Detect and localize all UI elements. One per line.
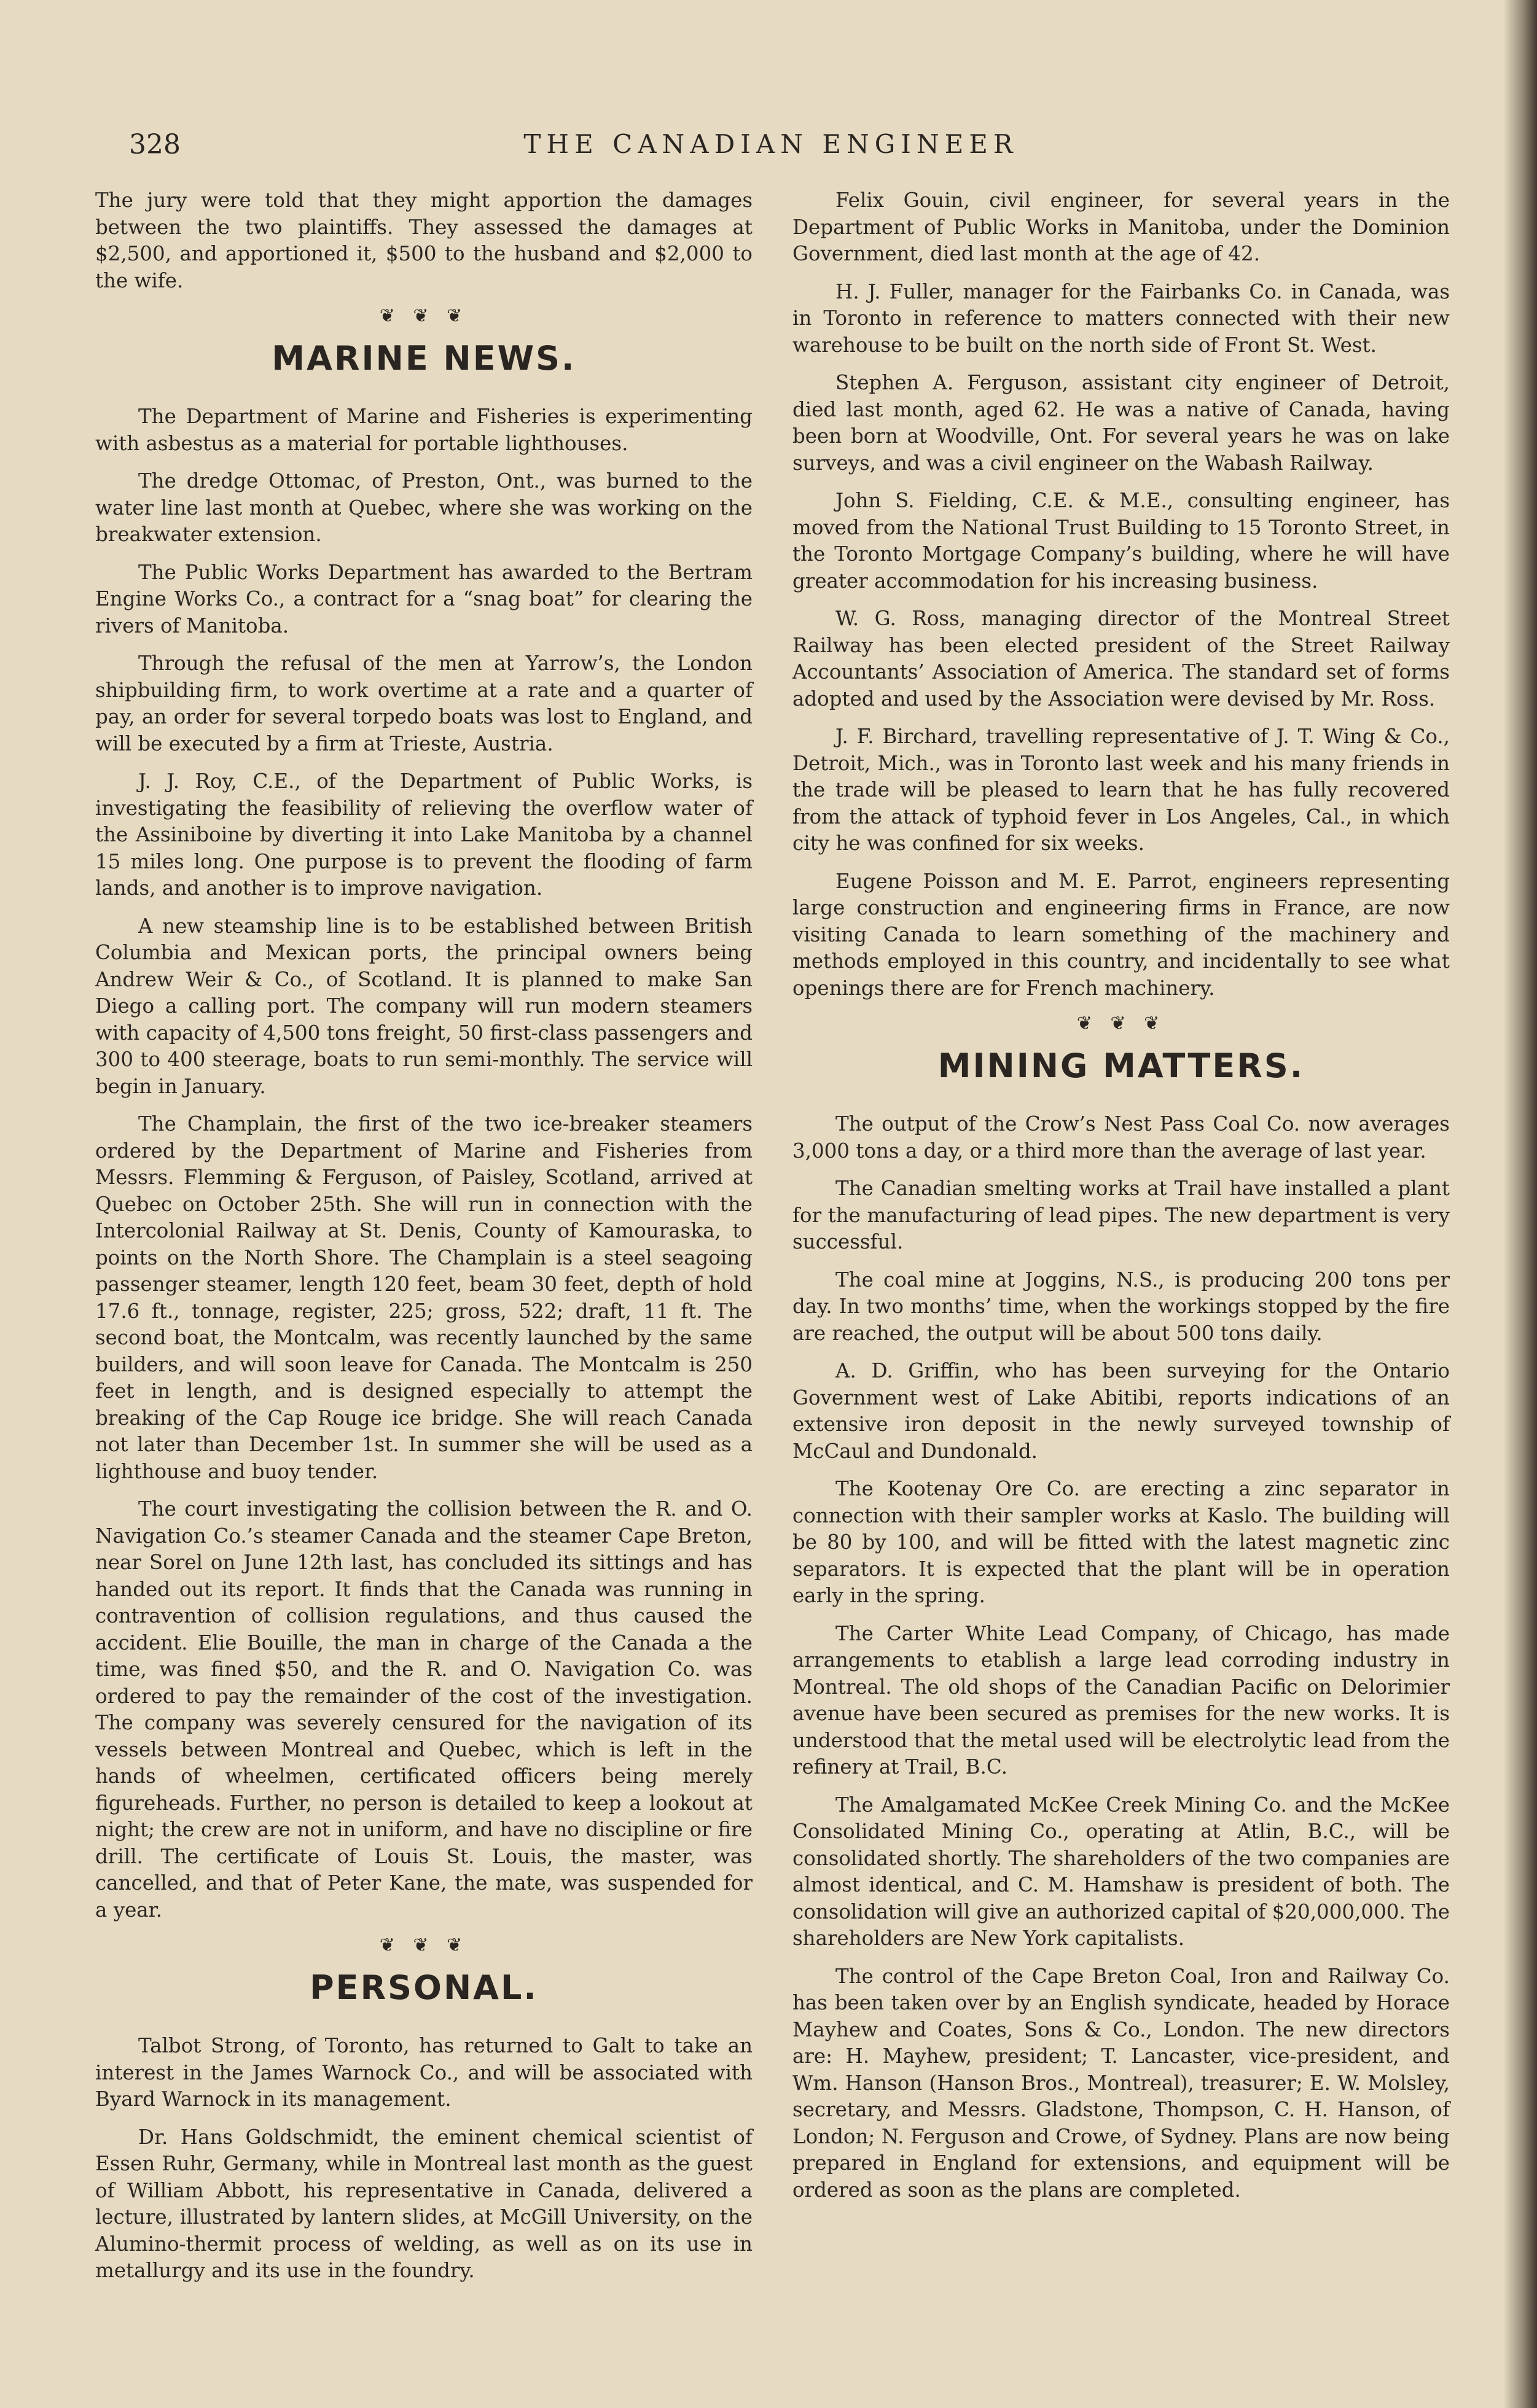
paragraph: H. J. Fuller, manager for the Fairbanks Co. in Canada, was in Toronto in reference to matters connected with their new warehouse to be built on the north side of Front St. West. <box>792 279 1450 357</box>
left-column <box>95 187 753 2296</box>
paragraph: Eugene Poisson and M. E. Parrot, engineers representing large construction and engineering firms in France, are now visiting Canada to learn something of the machinery and methods employed in this country, and incidentally to see what openings there are for French machinery. <box>792 869 1450 1000</box>
section-title-mining-matters: MINING MATTERS. <box>937 1046 1305 1085</box>
section-title-marine-news: MARINE NEWS. <box>272 339 576 378</box>
section-separator: ❦ ❦ ❦ <box>379 305 469 327</box>
paragraph: The output of the Crow’s Nest Pass Coal Co. now averages 3,000 tons a day, or a third more than the average of last year. <box>792 1112 1450 1163</box>
paragraph: A new steamship line is to be established between British Columbia and Mexican ports, the principal owners being Andrew Weir & Co., of Scotland. It is planned to make San Diego a calling port. The company will run modern steamers with capacity of 4,500 tons freight, 50 first-class passengers and 300 to 400 steerage, boats to run semi-monthly. The service will begin in January. <box>95 914 753 1098</box>
page-number: 328 <box>129 129 181 160</box>
paragraph: J. F. Birchard, travelling representative of J. T. Wing & Co., Detroit, Mich., was in Toronto last week and his many friends in the trade will be pleased to learn that he has fully recovered from the attack of typhoid fever in Los Angeles, Cal., in which city he was confined for six weeks. <box>792 725 1450 855</box>
paragraph: The Kootenay Ore Co. are erecting a zinc separator in connection with their sampler works at Kaslo. The building will be 80 by 100, and will be fitted with the latest magnetic zinc separators. It is expected that the plant will be in operation early in the spring. <box>792 1477 1450 1607</box>
paragraph: The Canadian smelting works at Trail have installed a plant for the manufacturing of lead pipes. The new department is very successful. <box>792 1177 1450 1253</box>
paragraph: J. J. Roy, C.E., of the Department of Public Works, is investigating the feasibility of relieving the overflow water of the Assiniboine by diverting it into Lake Manitoba by a channel 15 miles long. One purpose is to prevent the flooding of farm lands, and another is to improve navigation. <box>95 770 753 900</box>
paragraph: The court investigating the collision between the R. and O. Navigation Co.’s steamer Canada and the steamer Cape Breton, near Sorel on June 12th last, has concluded its sittings and has handed out its report. It finds that the Canada was running in contravention of collision regulations, and thus caused the accident. Elie Bouille, the man in charge of the Canada a the time, was fined $50, and the R. and O. Navigation Co. was ordered to pay the remainder of the cost of the investigation. The company was severely censured for the navigation of its vessels between Montreal and Quebec, which is left in the hands of wheelmen, certificated officers being merely figureheads. Further, no person is detailed to keep a lookout at night; the crew are not in uniform, and have no discipline or fire drill. The certificate of Louis St. Louis, the master, was cancelled, and that of Peter Kane, the mate, was suspended for a year. <box>95 1497 753 1922</box>
book-spine-shadow <box>1503 0 1537 2408</box>
paragraph: The Champlain, the first of the two ice-breaker steamers ordered by the Department of Marine and Fisheries from Messrs. Flemming & Ferguson, of Paisley, Scotland, arrived at Quebec on October 25th. She will run in connection with the Intercolonial Railway at St. Denis, County of Kamouraska, to points on the North Shore. The Champlain is a steel seagoing passenger steamer, length 120 feet, beam 30 feet, depth of hold 17.6 ft., tonnage, register, 225; gross, 522; draft, 11 ft. The second boat, the Montcalm, was recently launched by the same builders, and will soon leave for Canada. The Montcalm is 250 feet in length, and is designed especially to attempt the breaking of the Cap Rouge ice bridge. She will reach Canada not later than December 1st. In summer she will be used as a lighthouse and buoy tender. <box>95 1112 753 1483</box>
paragraph: The Department of Marine and Fisheries is experimenting with asbestus as a material for portable lighthouses. <box>95 405 753 455</box>
right-column <box>792 187 1450 2215</box>
paragraph: The dredge Ottomac, of Preston, Ont., was burned to the water line last month at Quebec, where she was working on the breakwater extension. <box>95 469 753 546</box>
paragraph: Talbot Strong, of Toronto, has returned to Galt to take an interest in the James Warnock Co., and will be associated with Byard Warnock in its management. <box>95 2034 753 2111</box>
running-head: THE CANADIAN ENGINEER <box>523 129 1019 159</box>
section-title-personal: PERSONAL. <box>310 1968 538 2007</box>
paragraph: John S. Fielding, C.E. & M.E., consulting engineer, has moved from the National Trust Building to 15 Toronto Street, in the Toronto Mortgage Company’s building, where he will have greater accommodation for his increasing business. <box>792 489 1450 593</box>
section-separator: ❦ ❦ ❦ <box>1076 1013 1166 1034</box>
paragraph: The control of the Cape Breton Coal, Iron and Railway Co. has been taken over by an English syndicate, headed by Horace Mayhew and Coates, Sons & Co., London. The new directors are: H. Mayhew, president; T. Lancaster, vice-president, and Wm. Hanson (Hanson Bros., Montreal), treasurer; E. W. Molsley, secretary, and Messrs. Gladstone, Thompson, C. H. Hanson, of London; N. Ferguson and Crowe, of Sydney. Plans are now being prepared in England for extensions, and equipment will be ordered as soon as the plans are completed. <box>792 1964 1450 2202</box>
paragraph: A. D. Griffin, who has been surveying for the Ontario Government west of Lake Abitibi, reports indications of an extensive iron deposit in the newly surveyed township of McCaul and Dundonald. <box>792 1359 1450 1463</box>
paragraph: Stephen A. Ferguson, assistant city engineer of Detroit, died last month, aged 62. He was a native of Canada, having been born at Woodville, Ont. For several years he was on lake surveys, and was a civil engineer on the Wabash Railway. <box>792 371 1450 475</box>
paragraph: Felix Gouin, civil engineer, for several years in the Department of Public Works in Manitoba, under the Dominion Government, died last month at the age of 42. <box>792 189 1450 265</box>
section-separator: ❦ ❦ ❦ <box>379 1935 469 1956</box>
paragraph: Through the refusal of the men at Yarrow’s, the London shipbuilding firm, to work overtime at a rate and a quarter of pay, an order for several torpedo boats was lost to England, and will be executed by a firm at Trieste, Austria. <box>95 652 753 755</box>
paragraph: The Carter White Lead Company, of Chicago, has made arrangements to etablish a large lead corroding industry in Montreal. The old shops of the Canadian Pacific on Delorimier avenue have been secured as premises for the new works. It is understood that the metal used will be electrolytic lead from the refinery at Trail, B.C. <box>792 1621 1450 1779</box>
paragraph: The jury were told that they might apportion the damages between the two plaintiffs. They assessed the damages at $2,500, and apportioned it, $500 to the husband and $2,000 to the wife. <box>95 189 753 292</box>
page-header <box>95 129 1447 172</box>
paragraph: W. G. Ross, managing director of the Montreal Street Railway has been elected president of the Street Railway Accountants’ Association of America. The standard set of forms adopted and used by the Association were devised by Mr. Ross. <box>792 607 1450 711</box>
paragraph: Dr. Hans Goldschmidt, the eminent chemical scientist of Essen Ruhr, Germany, while in Montreal last month as the guest of William Abbott, his representative in Canada, delivered a lecture, illustrated by lantern slides, at McGill University, on the Alumino-thermit process of welding, as well as on its use in metallurgy and its use in the foundry. <box>95 2125 753 2282</box>
paragraph: The Public Works Department has awarded to the Bertram Engine Works Co., a contract for a “snag boat” for clearing the rivers of Manitoba. <box>95 560 753 637</box>
paragraph: The coal mine at Joggins, N.S., is producing 200 tons per day. In two months’ time, when the workings stopped by the fire are reached, the output will be about 500 tons daily. <box>792 1268 1450 1345</box>
paragraph: The Amalgamated McKee Creek Mining Co. and the McKee Consolidated Mining Co., operating at Atlin, B.C., will be consolidated shortly. The shareholders of the two companies are almost identical, and C. M. Hamshaw is president of both. The consolidation will give an authorized capital of $20,000,000. The shareholders are New York capitalists. <box>792 1793 1450 1950</box>
